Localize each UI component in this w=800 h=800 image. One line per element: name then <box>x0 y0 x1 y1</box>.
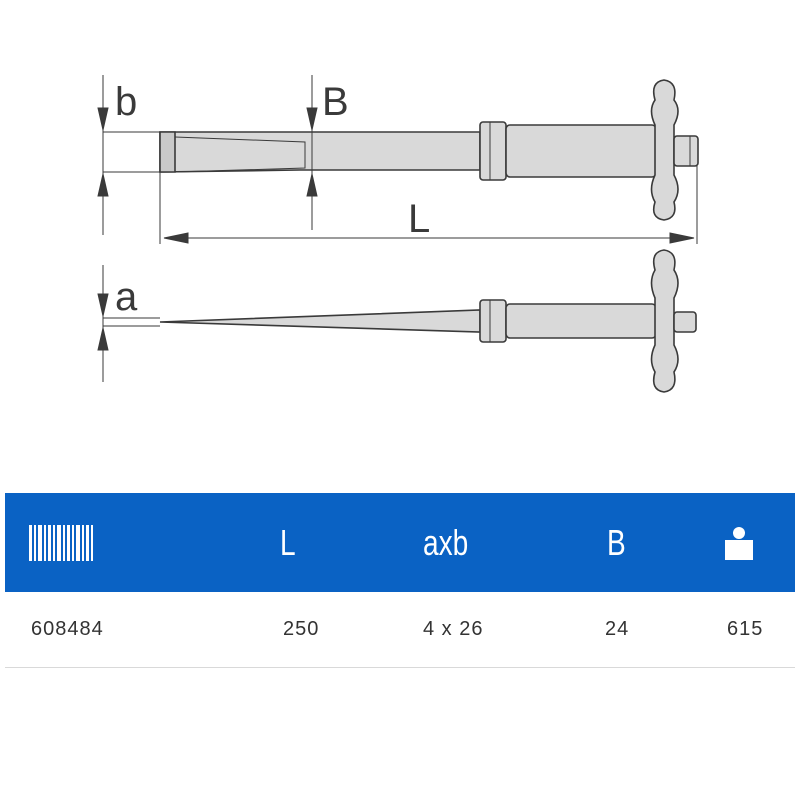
pointed-chisel-grip <box>506 304 656 338</box>
header-B: B <box>607 521 626 563</box>
pointed-chisel-drawing <box>160 250 696 392</box>
header-code-cell <box>29 493 93 592</box>
cell-B: 24 <box>605 618 630 640</box>
cell-weight: 615 <box>727 618 764 640</box>
pointed-chisel-collar <box>480 300 506 342</box>
label-L: L <box>408 197 431 241</box>
cell-axb: 4 x 26 <box>423 618 484 640</box>
header-axb: axb <box>423 521 469 563</box>
table-row <box>5 592 795 668</box>
cell-L: 250 <box>283 618 320 640</box>
header-weight-cell <box>723 493 755 592</box>
label-B: B <box>322 80 349 124</box>
cell-code: 608484 <box>31 618 104 640</box>
header-L: L <box>280 521 296 563</box>
label-b: b <box>115 80 138 124</box>
label-a: a <box>115 275 138 319</box>
spec-table-header <box>5 493 795 592</box>
weight-icon <box>723 526 755 560</box>
barcode-icon <box>29 525 93 561</box>
flat-chisel-collar <box>480 122 506 180</box>
flat-chisel-grip <box>506 125 656 177</box>
pointed-chisel-blade <box>160 310 480 332</box>
